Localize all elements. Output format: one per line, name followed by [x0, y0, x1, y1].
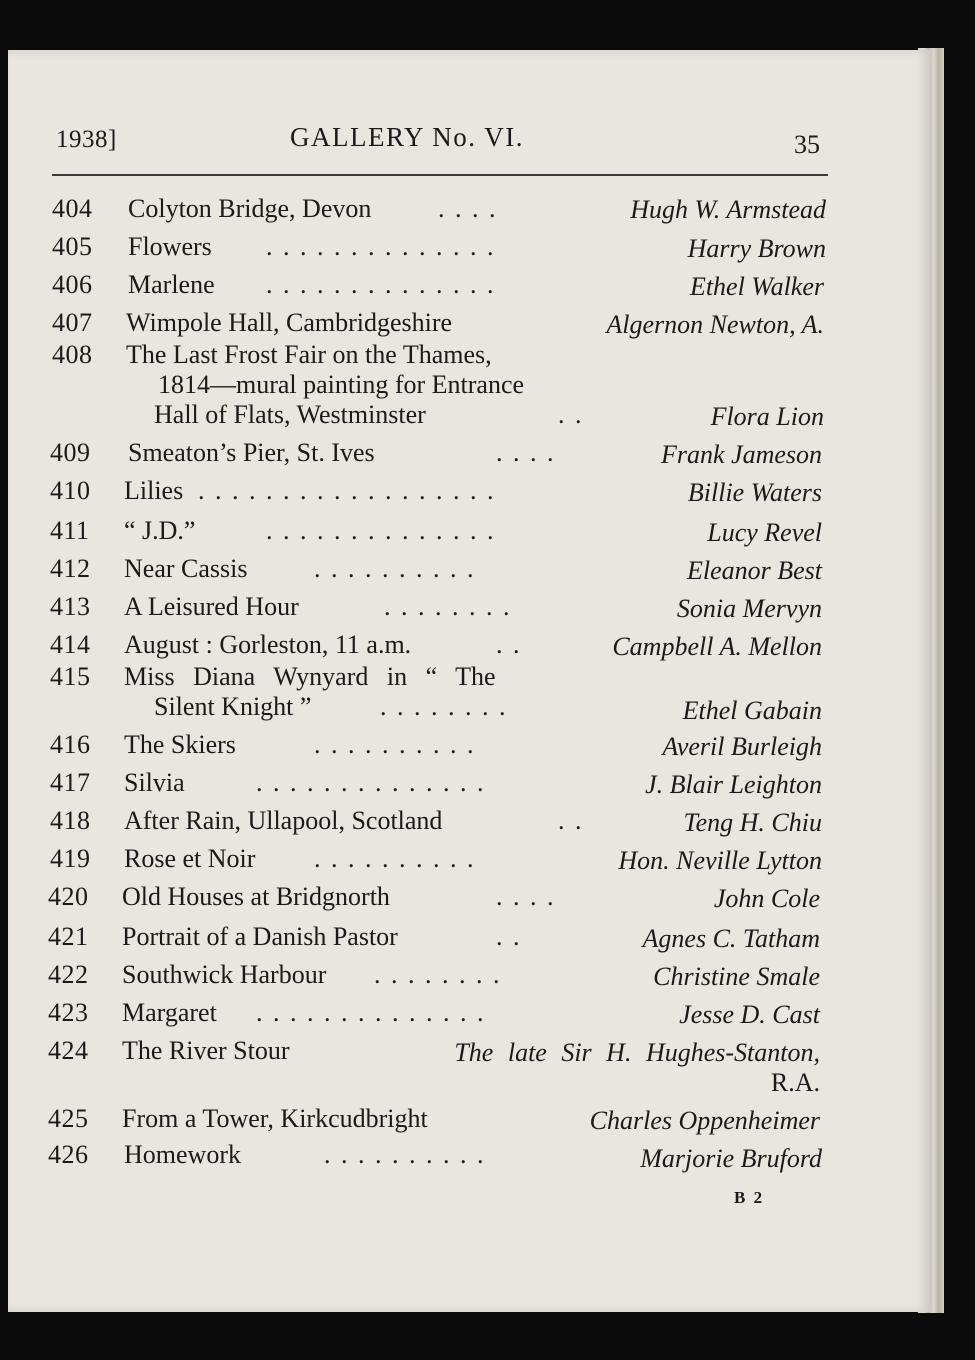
entry-title: August : Gorleston, 11 a.m.: [124, 630, 412, 659]
entry-artist: The late Sir H. Hughes-Stanton,: [454, 1038, 820, 1067]
entry-title: Colyton Bridge, Devon: [128, 194, 372, 223]
entry-title: The Last Frost Fair on the Thames,: [126, 340, 492, 369]
entry-number: 404: [52, 194, 93, 223]
entry-leader-dots: . . . . . . . . . .: [314, 844, 476, 873]
entry-artist: Averil Burleigh: [662, 732, 822, 761]
entry-title: “ J.D.”: [124, 516, 196, 545]
entry-title-continued: Silent Knight ”: [154, 692, 312, 721]
entry-leader-dots: . . . .: [438, 194, 498, 223]
entry-leader-dots: . . . . . . . . . . . . . .: [266, 232, 496, 261]
header-page-number: 35: [794, 130, 820, 159]
entry-title: Silvia: [124, 768, 185, 797]
catalogue-page: [8, 50, 930, 1312]
entry-title: Southwick Harbour: [122, 960, 327, 989]
entry-number: 420: [48, 882, 89, 911]
entry-artist: Ethel Gabain: [682, 696, 822, 725]
entry-number: 412: [50, 554, 91, 583]
entry-leader-dots: . .: [558, 400, 584, 429]
entry-title: Old Houses at Bridgnorth: [122, 882, 390, 911]
header-year: 1938]: [56, 126, 117, 153]
entry-leader-dots: . . . .: [496, 882, 556, 911]
entry-leader-dots: . . . . . . . . . .: [314, 730, 476, 759]
entry-title: Miss Diana Wynyard in “ The: [124, 662, 496, 691]
entry-title: From a Tower, Kirkcudbright: [122, 1104, 428, 1133]
entry-title: A Leisured Hour: [124, 592, 299, 621]
entry-title: Lilies: [124, 476, 184, 505]
entry-artist: Charles Oppenheimer: [589, 1106, 820, 1135]
entry-artist: Billie Waters: [687, 478, 822, 507]
entry-artist: Harry Brown: [687, 234, 826, 263]
entry-artist: Frank Jameson: [660, 440, 822, 469]
entry-artist: John Cole: [713, 884, 820, 913]
entry-title: The Skiers: [124, 730, 236, 759]
entry-leader-dots: . . . . . . . .: [374, 960, 502, 989]
entry-artist: Eleanor Best: [686, 556, 822, 585]
entry-leader-dots: . . . . . . . . . .: [324, 1140, 486, 1169]
entry-artist: Hugh W. Armstead: [630, 195, 826, 224]
header-gallery-title: GALLERY No. VI.: [290, 122, 524, 152]
entry-leader-dots: . .: [558, 806, 584, 835]
entry-artist: Sonia Mervyn: [676, 594, 822, 623]
entry-number: 408: [52, 340, 93, 369]
entry-number: 416: [50, 730, 91, 759]
entry-title: Rose et Noir: [124, 844, 256, 873]
entry-number: 422: [48, 960, 89, 989]
entry-title: Wimpole Hall, Cambridgeshire: [126, 308, 453, 337]
entry-title: Smeaton’s Pier, St. Ives: [128, 438, 375, 467]
entry-title: After Rain, Ullapool, Scotland: [124, 806, 443, 835]
catalogue-entries: [8, 50, 930, 1312]
entry-artist: Lucy Revel: [707, 518, 822, 547]
entry-artist: Flora Lion: [710, 402, 824, 431]
entry-number: 413: [50, 592, 91, 621]
entry-title: The River Stour: [122, 1036, 290, 1065]
entry-title: Marlene: [128, 270, 215, 299]
entry-leader-dots: . . . . . . . . . . . . . .: [266, 516, 496, 545]
entry-leader-dots: . . . . . . . . . . . . . .: [256, 768, 486, 797]
entry-leader-dots: . . . . . . . .: [384, 592, 512, 621]
entry-title: Margaret: [122, 998, 217, 1027]
entry-number: 423: [48, 998, 89, 1027]
entry-artist: Christine Smale: [653, 962, 820, 991]
entry-title-continued: 1814—mural painting for Entrance: [158, 370, 525, 399]
entry-number: 414: [50, 630, 91, 659]
entry-leader-dots: . .: [496, 630, 522, 659]
entry-artist: Jesse D. Cast: [679, 1000, 820, 1029]
entry-number: 410: [50, 476, 91, 505]
entry-title-continued: Hall of Flats, Westminster: [154, 400, 426, 429]
entry-artist: Algernon Newton, A.: [606, 310, 824, 339]
entry-leader-dots: . . . . . . . . . . . . . . . . . .: [198, 476, 496, 505]
entry-leader-dots: . .: [496, 922, 522, 951]
entry-number: 406: [52, 270, 93, 299]
entry-leader-dots: . . . . . . . . . .: [314, 554, 476, 583]
entry-leader-dots: . . . .: [496, 438, 556, 467]
entry-number: 405: [52, 232, 93, 261]
entry-artist-continued: R.A.: [770, 1068, 820, 1097]
entry-artist: Hon. Neville Lytton: [618, 846, 822, 875]
entry-number: 417: [50, 768, 91, 797]
entry-number: 425: [48, 1104, 89, 1133]
entry-leader-dots: . . . . . . . . . . . . . .: [266, 270, 496, 299]
entry-artist: Agnes C. Tatham: [642, 924, 820, 953]
entry-title: Homework: [124, 1140, 241, 1169]
entry-leader-dots: . . . . . . . .: [380, 692, 508, 721]
entry-artist: Marjorie Bruford: [640, 1144, 822, 1173]
entry-number: 421: [48, 922, 89, 951]
entry-number: 411: [50, 516, 90, 545]
entry-artist: J. Blair Leighton: [645, 770, 822, 799]
entry-title: Flowers: [128, 232, 212, 261]
entry-artist: Teng H. Chiu: [683, 808, 822, 837]
entry-title: Near Cassis: [124, 554, 248, 583]
entry-title: Portrait of a Danish Pastor: [122, 922, 398, 951]
entry-artist: Ethel Walker: [689, 272, 824, 301]
entry-number: 424: [48, 1036, 89, 1065]
entry-number: 407: [52, 308, 93, 337]
entry-number: 415: [50, 662, 91, 691]
entry-number: 419: [50, 844, 91, 873]
entry-leader-dots: . . . . . . . . . . . . . .: [256, 998, 486, 1027]
entry-number: 426: [48, 1140, 89, 1169]
entry-number: 409: [50, 438, 91, 467]
entry-number: 418: [50, 806, 91, 835]
signature-mark: B 2: [734, 1188, 765, 1207]
entry-artist: Campbell A. Mellon: [612, 632, 822, 661]
